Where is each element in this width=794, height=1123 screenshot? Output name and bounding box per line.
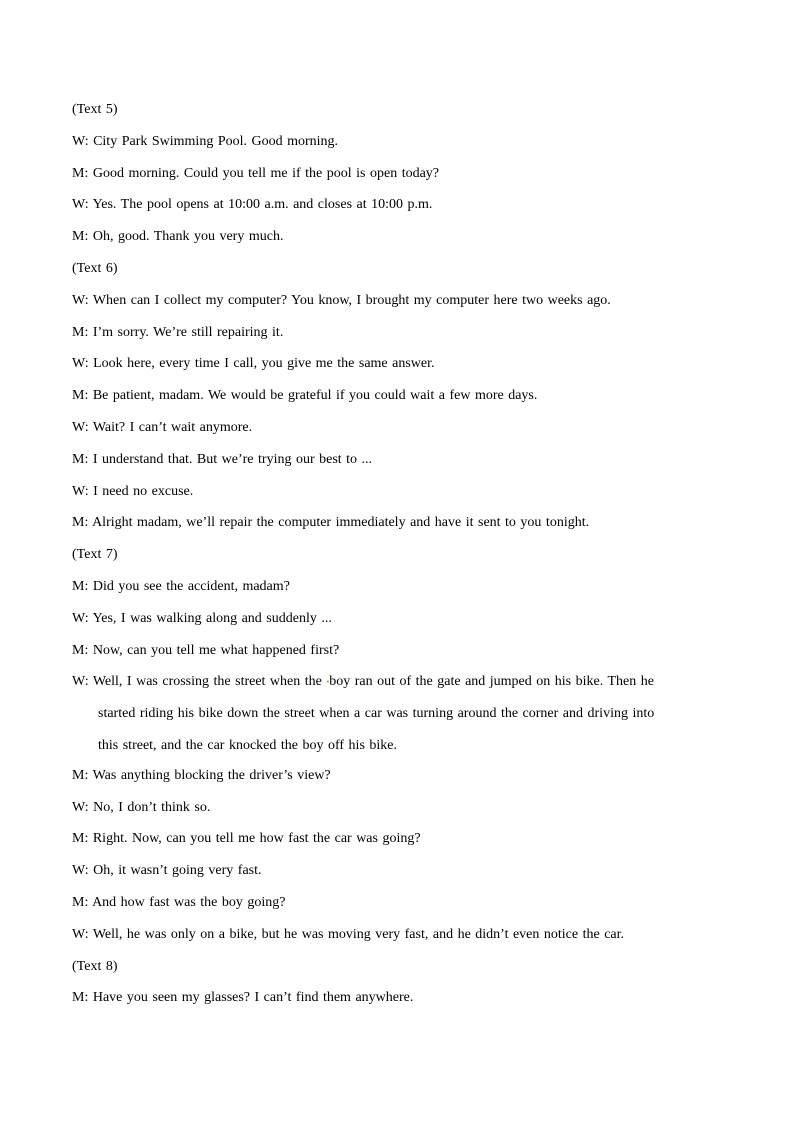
edit-marker-icon: ▪	[326, 677, 330, 687]
transcript-body	[72, 100, 722, 1020]
dialogue-line: W: Oh, it wasn’t going very fast.	[72, 863, 262, 879]
dialogue-line: W: City Park Swimming Pool. Good morning.	[72, 133, 339, 149]
paragraph-line-1-before: W: Well, I was crossing the street when the	[72, 674, 322, 690]
dialogue-line: M: Was anything blocking the driver’s view?	[72, 767, 331, 783]
dialogue-line: M: And how fast was the boy going?	[72, 895, 286, 911]
dialogue-paragraph	[72, 666, 722, 762]
dialogue-line: M: Alright madam, we’ll repair the computer immediately and have it sent to you tonight.	[72, 515, 590, 531]
dialogue-line: W: When can I collect my computer? You know, I brought my computer here two weeks ago.	[72, 292, 611, 308]
dialogue-line: W: Yes, I was walking along and suddenly ...	[72, 610, 332, 626]
section-heading: (Text 5)	[72, 102, 118, 117]
dialogue-line: W: Well, he was only on a bike, but he was moving very fast, and he didn’t even notice the car.	[72, 926, 625, 942]
paragraph-line-1-after: boy ran out of the gate and jumped on his bike. Then he	[329, 674, 654, 690]
dialogue-line: M: I understand that. But we’re trying our best to ...	[72, 451, 373, 467]
paragraph-line-1	[72, 666, 722, 698]
dialogue-line: M: Be patient, madam. We would be grateful if you could wait a few more days.	[72, 388, 538, 404]
section-heading: (Text 8)	[72, 958, 118, 974]
dialogue-line: W: I need no excuse.	[72, 483, 194, 499]
dialogue-line: M: Did you see the accident, madam?	[72, 578, 290, 594]
section-heading: (Text 7)	[72, 547, 118, 563]
dialogue-line: M: Right. Now, can you tell me how fast the car was going?	[72, 831, 421, 847]
paragraph-line-3: this street, and the car knocked the boy off his bike.	[98, 738, 397, 754]
dialogue-line: M: I’m sorry. We’re still repairing it.	[72, 324, 284, 340]
section-heading: (Text 6)	[72, 260, 118, 276]
dialogue-line: M: Now, can you tell me what happened first?	[72, 642, 340, 658]
dialogue-line: W: Wait? I can’t wait anymore.	[72, 419, 253, 435]
dialogue-line: W: No, I don’t think so.	[72, 799, 211, 815]
dialogue-line: M: Oh, good. Thank you very much.	[72, 229, 284, 245]
dialogue-line: W: Look here, every time I call, you give me the same answer.	[72, 356, 435, 372]
dialogue-line: W: Yes. The pool opens at 10:00 a.m. and closes at 10:00 p.m.	[72, 197, 433, 213]
dialogue-line: M: Have you seen my glasses? I can’t find them anywhere.	[72, 990, 414, 1006]
dialogue-line: M: Good morning. Could you tell me if the pool is open today?	[72, 165, 440, 181]
paragraph-line-2: started riding his bike down the street when a car was turning around the corner and driving into	[98, 706, 655, 722]
